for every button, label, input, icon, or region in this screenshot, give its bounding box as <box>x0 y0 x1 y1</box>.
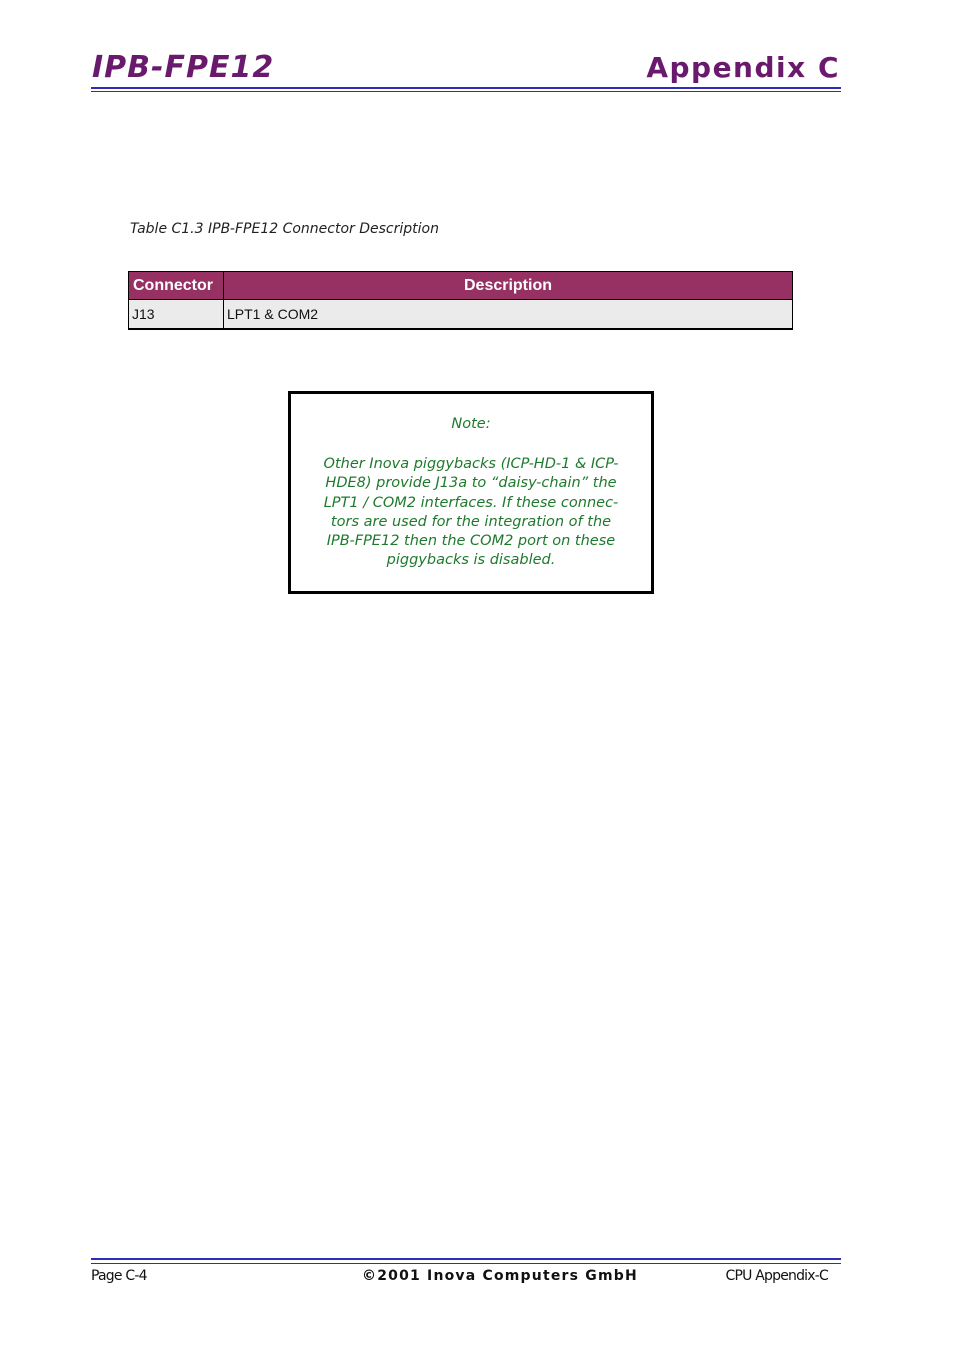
note-line: HDE8) provide J13a to “daisy-chain” the <box>325 475 617 492</box>
note-title: Note: <box>451 416 491 432</box>
section-title: Appendix C <box>646 51 840 84</box>
cell-connector: J13 <box>129 300 224 330</box>
document-title: IPB-FPE12 <box>92 50 275 85</box>
header-rule-thin <box>91 91 841 92</box>
table-row <box>129 300 793 330</box>
note-line: LPT1 / COM2 interfaces. If these connec- <box>323 494 619 511</box>
table-caption: Table C1.3 IPB-FPE12 Connector Description <box>130 221 439 237</box>
cell-description: LPT1 & COM2 <box>224 300 793 330</box>
note-line: piggybacks is disabled. <box>386 552 556 569</box>
header-rule <box>91 87 841 89</box>
note-line: Other Inova piggybacks (ICP-HD-1 & ICP- <box>323 456 619 472</box>
column-header-description: Description <box>224 272 793 300</box>
footer-rule-thin <box>91 1263 841 1264</box>
note-line: IPB-FPE12 then the COM2 port on these <box>326 533 616 550</box>
note-line: tors are used for the integration of the <box>330 513 612 530</box>
page-number: Page C-4 <box>91 1268 147 1284</box>
document-name: CPU Appendix-C <box>725 1268 828 1284</box>
note-body <box>313 455 629 571</box>
footer-rule <box>91 1258 841 1260</box>
note-box <box>288 391 654 594</box>
table-header-row <box>129 272 793 300</box>
column-header-connector: Connector <box>129 272 224 300</box>
connector-table <box>128 271 793 330</box>
copyright: ©2001 Inova Computers GmbH <box>362 1268 638 1284</box>
